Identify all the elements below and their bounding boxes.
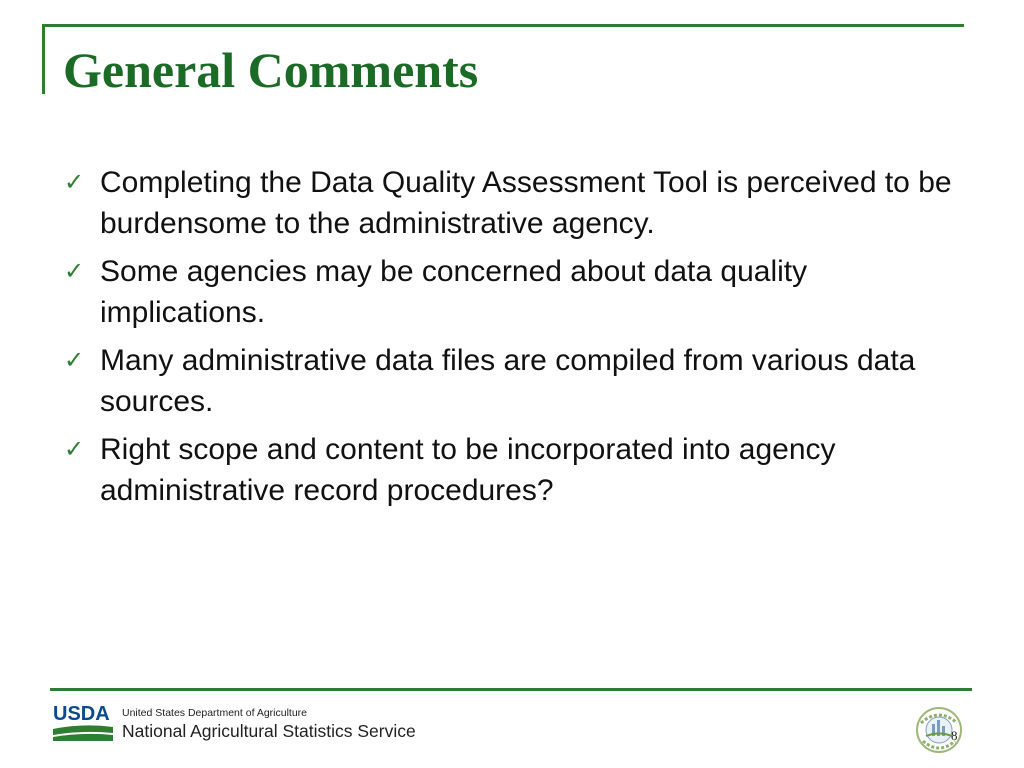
bullet-item [62,340,962,422]
top-rule [42,24,964,27]
bullet-text: Completing the Data Quality Assessment Tool is perceived to be burdensome to the administrative agency. [100,166,952,240]
page-number: 8 [951,728,958,743]
bullet-item [62,429,962,511]
bullet-list [62,162,962,518]
agriculture-counts-seal-icon [912,703,966,757]
bullet-text: Many administrative data files are compiled from various data sources. [100,344,916,418]
agency-name: National Agricultural Statistics Service [122,721,416,741]
bullet-item [62,251,962,333]
department-name: United States Department of Agriculture [122,707,308,719]
left-rule [42,24,45,94]
checkmark-icon: ✓ [64,435,85,463]
usda-logo-text: USDA [53,703,110,725]
bullet-text: Right scope and content to be incorporated into agency administrative record procedures? [100,433,836,507]
usda-logo [53,703,113,743]
bullet-item [62,162,962,244]
checkmark-icon: ✓ [64,168,85,196]
footer-rule [50,688,972,691]
checkmark-icon: ✓ [64,346,85,374]
bullet-text: Some agencies may be concerned about data quality implications. [100,255,808,329]
checkmark-icon: ✓ [64,257,85,285]
slide-title: General Comments [63,42,479,98]
